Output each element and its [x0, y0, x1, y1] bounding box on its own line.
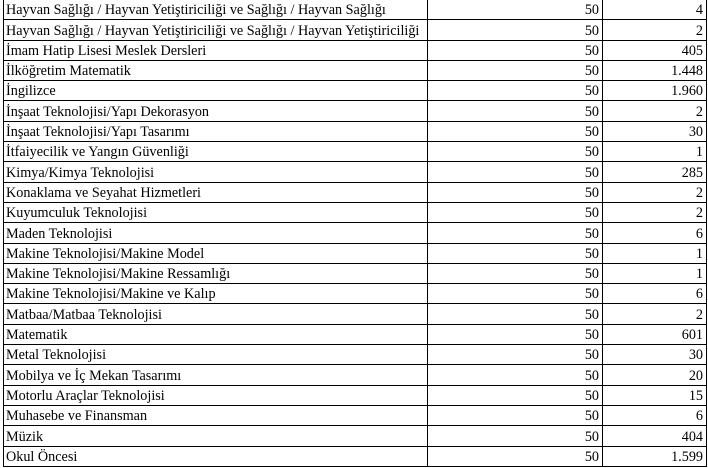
- quota-cell: 50: [428, 20, 603, 40]
- quota-cell: 50: [428, 223, 603, 243]
- count-cell: 20: [603, 365, 707, 385]
- quota-cell: 50: [428, 324, 603, 344]
- program-name-cell: Kuyumculuk Teknolojisi: [4, 202, 428, 222]
- data-table: [3, 0, 707, 467]
- table-row: [4, 81, 707, 101]
- program-name-cell: İmam Hatip Lisesi Meslek Dersleri: [4, 40, 428, 60]
- count-cell: 601: [603, 324, 707, 344]
- program-name-cell: Makine Teknolojisi/Makine ve Kalıp: [4, 284, 428, 304]
- program-name-cell: Hayvan Sağlığı / Hayvan Yetiştiriciliği ve Sağlığı / Hayvan Yetiştiriciliği: [4, 20, 428, 40]
- program-name-cell: Muhasebe ve Finansman: [4, 405, 428, 425]
- program-name-cell: Konaklama ve Seyahat Hizmetleri: [4, 182, 428, 202]
- quota-cell: 50: [428, 446, 603, 466]
- quota-cell: 50: [428, 405, 603, 425]
- quota-cell: 50: [428, 263, 603, 283]
- program-name-cell: İlköğretim Matematik: [4, 60, 428, 80]
- program-name-cell: Müzik: [4, 426, 428, 446]
- table-row: [4, 304, 707, 324]
- quota-cell: 50: [428, 284, 603, 304]
- count-cell: 30: [603, 345, 707, 365]
- program-name-cell: İngilizce: [4, 81, 428, 101]
- program-name-cell: Maden Teknolojisi: [4, 223, 428, 243]
- program-name-cell: Motorlu Araçlar Teknolojisi: [4, 385, 428, 405]
- program-name-cell: Matematik: [4, 324, 428, 344]
- table-row: [4, 202, 707, 222]
- program-name-cell: Mobilya ve İç Mekan Tasarımı: [4, 365, 428, 385]
- quota-cell: 50: [428, 243, 603, 263]
- table-row: [4, 101, 707, 121]
- table-row: [4, 20, 707, 40]
- count-cell: 2: [603, 202, 707, 222]
- table-row: [4, 446, 707, 466]
- quota-cell: 50: [428, 0, 603, 20]
- quota-cell: 50: [428, 365, 603, 385]
- table-row: [4, 243, 707, 263]
- count-cell: 1: [603, 142, 707, 162]
- table-row: [4, 284, 707, 304]
- table-row: [4, 162, 707, 182]
- count-cell: 6: [603, 284, 707, 304]
- quota-cell: 50: [428, 385, 603, 405]
- count-cell: 2: [603, 101, 707, 121]
- quota-cell: 50: [428, 60, 603, 80]
- quota-cell: 50: [428, 202, 603, 222]
- count-cell: 4: [603, 0, 707, 20]
- quota-cell: 50: [428, 182, 603, 202]
- count-cell: 1.599: [603, 446, 707, 466]
- count-cell: 15: [603, 385, 707, 405]
- count-cell: 2: [603, 304, 707, 324]
- program-name-cell: Makine Teknolojisi/Makine Model: [4, 243, 428, 263]
- table-row: [4, 142, 707, 162]
- quota-cell: 50: [428, 304, 603, 324]
- count-cell: 404: [603, 426, 707, 446]
- program-name-cell: İnşaat Teknolojisi/Yapı Tasarımı: [4, 121, 428, 141]
- table-row: [4, 40, 707, 60]
- table-row: [4, 385, 707, 405]
- program-name-cell: Okul Öncesi: [4, 446, 428, 466]
- count-cell: 6: [603, 405, 707, 425]
- program-name-cell: Makine Teknolojisi/Makine Ressamlığı: [4, 263, 428, 283]
- table-row: [4, 263, 707, 283]
- table-row: [4, 223, 707, 243]
- count-cell: 1: [603, 243, 707, 263]
- table-row: [4, 324, 707, 344]
- count-cell: 30: [603, 121, 707, 141]
- quota-cell: 50: [428, 142, 603, 162]
- count-cell: 2: [603, 182, 707, 202]
- quota-cell: 50: [428, 101, 603, 121]
- count-cell: 285: [603, 162, 707, 182]
- count-cell: 1: [603, 263, 707, 283]
- program-name-cell: Kimya/Kimya Teknolojisi: [4, 162, 428, 182]
- table-row: [4, 0, 707, 20]
- count-cell: 1.960: [603, 81, 707, 101]
- table-body: [4, 0, 707, 466]
- program-name-cell: Metal Teknolojisi: [4, 345, 428, 365]
- table-row: [4, 345, 707, 365]
- quota-cell: 50: [428, 40, 603, 60]
- count-cell: 405: [603, 40, 707, 60]
- table-row: [4, 365, 707, 385]
- table-row: [4, 405, 707, 425]
- program-name-cell: Matbaa/Matbaa Teknolojisi: [4, 304, 428, 324]
- program-name-cell: İnşaat Teknolojisi/Yapı Dekorasyon: [4, 101, 428, 121]
- quota-cell: 50: [428, 345, 603, 365]
- quota-cell: 50: [428, 426, 603, 446]
- quota-cell: 50: [428, 81, 603, 101]
- count-cell: 6: [603, 223, 707, 243]
- quota-cell: 50: [428, 162, 603, 182]
- program-name-cell: İtfaiyecilik ve Yangın Güvenliği: [4, 142, 428, 162]
- table-row: [4, 426, 707, 446]
- count-cell: 1.448: [603, 60, 707, 80]
- count-cell: 2: [603, 20, 707, 40]
- table-row: [4, 182, 707, 202]
- program-name-cell: Hayvan Sağlığı / Hayvan Yetiştiriciliği ve Sağlığı / Hayvan Sağlığı: [4, 0, 428, 20]
- table-row: [4, 60, 707, 80]
- table-row: [4, 121, 707, 141]
- quota-cell: 50: [428, 121, 603, 141]
